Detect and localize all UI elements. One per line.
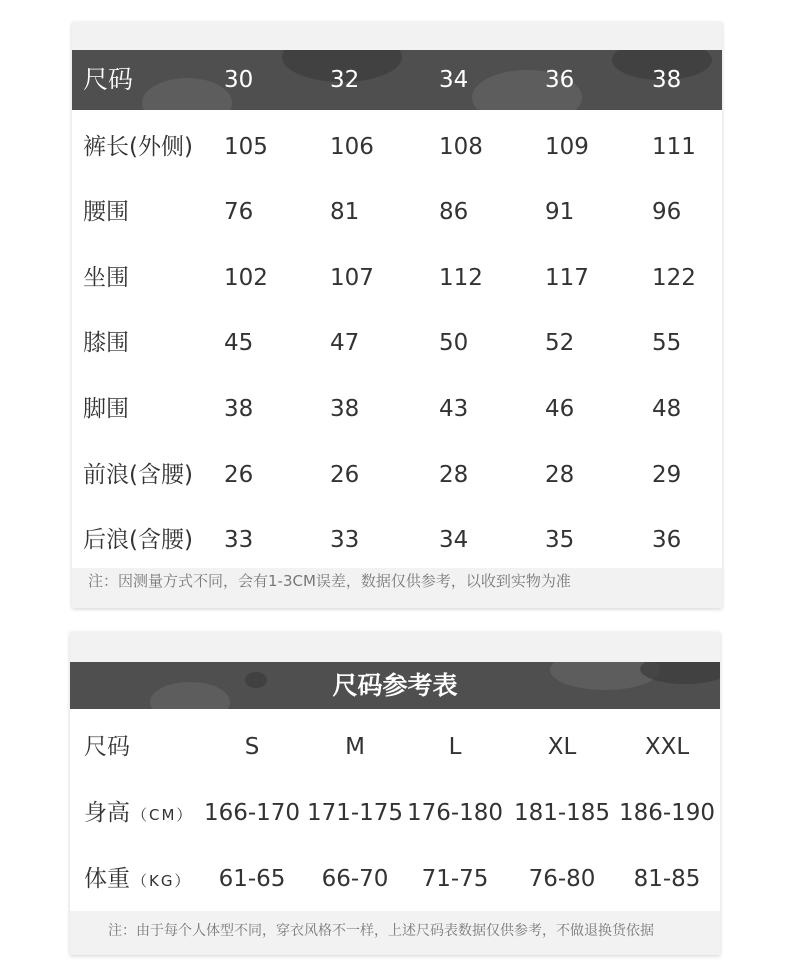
- reference-table-body: [70, 709, 720, 911]
- table-cell: 61-65: [218, 866, 286, 892]
- table-cell: 107: [330, 265, 374, 291]
- table-cell: XXL: [644, 734, 690, 760]
- table-row: [72, 258, 722, 298]
- table-cell: L: [448, 734, 462, 760]
- table-cell: 76-80: [528, 866, 596, 892]
- table-cell: 109: [545, 134, 589, 160]
- table-row: [72, 192, 722, 232]
- table-cell: 66-70: [321, 866, 389, 892]
- table-cell: 34: [439, 527, 469, 553]
- header-cell: 38: [652, 67, 682, 93]
- table-cell: 106: [330, 134, 374, 160]
- row-label: 坐围: [83, 265, 129, 291]
- reference-table-title: 尺码参考表: [332, 671, 458, 700]
- table-row: [72, 455, 722, 495]
- header-cell: 34: [439, 67, 469, 93]
- table-cell: 102: [224, 265, 268, 291]
- table-cell: 50: [439, 330, 469, 356]
- table-cell: 111: [652, 134, 696, 160]
- size-table-body: [72, 110, 722, 568]
- table-cell: 55: [652, 330, 682, 356]
- row-label: 身高 （CM）: [84, 800, 194, 826]
- table-cell: 76: [224, 199, 254, 225]
- row-label: 前浪(含腰): [83, 462, 193, 488]
- table-cell: 33: [224, 527, 254, 553]
- table-cell: 86: [439, 199, 469, 225]
- table-row: [72, 323, 722, 363]
- table-cell: 35: [545, 527, 575, 553]
- table-cell: 181-185: [513, 800, 611, 826]
- reference-note: 注：由于每个人体型不同，穿衣风格不一样，上述尺码表数据仅供参考，不做退换货依据: [108, 923, 654, 939]
- table-cell: 28: [439, 462, 469, 488]
- row-label: 脚围: [83, 396, 129, 422]
- table-cell: 117: [545, 265, 589, 291]
- table-cell: 122: [652, 265, 696, 291]
- table-row: [72, 127, 722, 167]
- size-header-row: [72, 55, 722, 105]
- table-row: [72, 520, 722, 560]
- table-cell: 48: [652, 396, 682, 422]
- reference-title-band: [70, 662, 720, 709]
- table-cell: 36: [652, 527, 682, 553]
- table-cell: 176-180: [406, 800, 504, 826]
- table-cell: 38: [224, 396, 254, 422]
- table-cell: 96: [652, 199, 682, 225]
- header-cell-size: 尺码: [83, 65, 134, 94]
- table-cell: 45: [224, 330, 254, 356]
- row-label: 裤长(外侧): [83, 134, 193, 160]
- size-table-header: [72, 50, 722, 110]
- table-cell: 108: [439, 134, 483, 160]
- table-cell: XL: [547, 734, 577, 760]
- row-label: 腰围: [83, 199, 129, 225]
- table-cell: 81: [330, 199, 360, 225]
- header-cell: 32: [330, 67, 360, 93]
- table-cell: 186-190: [618, 800, 716, 826]
- row-label: 尺码: [84, 734, 130, 760]
- table-cell: 171-175: [306, 800, 404, 826]
- row-label: 膝围: [83, 330, 129, 356]
- table-row: [70, 859, 720, 899]
- table-cell: 91: [545, 199, 575, 225]
- table-row: [72, 389, 722, 429]
- row-label: 体重 （KG）: [84, 866, 192, 892]
- size-measurement-card: [72, 22, 722, 608]
- table-cell: 81-85: [633, 866, 701, 892]
- table-cell: 112: [439, 265, 483, 291]
- table-cell: 166-170: [203, 800, 301, 826]
- table-cell: 33: [330, 527, 360, 553]
- size-reference-card: [70, 632, 720, 955]
- table-cell: 38: [330, 396, 360, 422]
- table-cell: 46: [545, 396, 575, 422]
- table-cell: 71-75: [421, 866, 489, 892]
- table-cell: 43: [439, 396, 469, 422]
- table-cell: 26: [224, 462, 254, 488]
- table-cell: 29: [652, 462, 682, 488]
- header-cell: 30: [224, 67, 254, 93]
- table-cell: 105: [224, 134, 268, 160]
- measurement-note: 注：因测量方式不同，会有1-3CM误差，数据仅供参考，以收到实物为准: [88, 572, 571, 590]
- table-row: [70, 793, 720, 833]
- table-row: [70, 727, 720, 767]
- table-cell: M: [345, 734, 365, 760]
- row-label: 后浪(含腰): [83, 527, 193, 553]
- table-cell: 47: [330, 330, 360, 356]
- table-cell: 52: [545, 330, 575, 356]
- table-cell: 26: [330, 462, 360, 488]
- table-cell: 28: [545, 462, 575, 488]
- table-cell: S: [244, 734, 260, 760]
- header-cell: 36: [545, 67, 575, 93]
